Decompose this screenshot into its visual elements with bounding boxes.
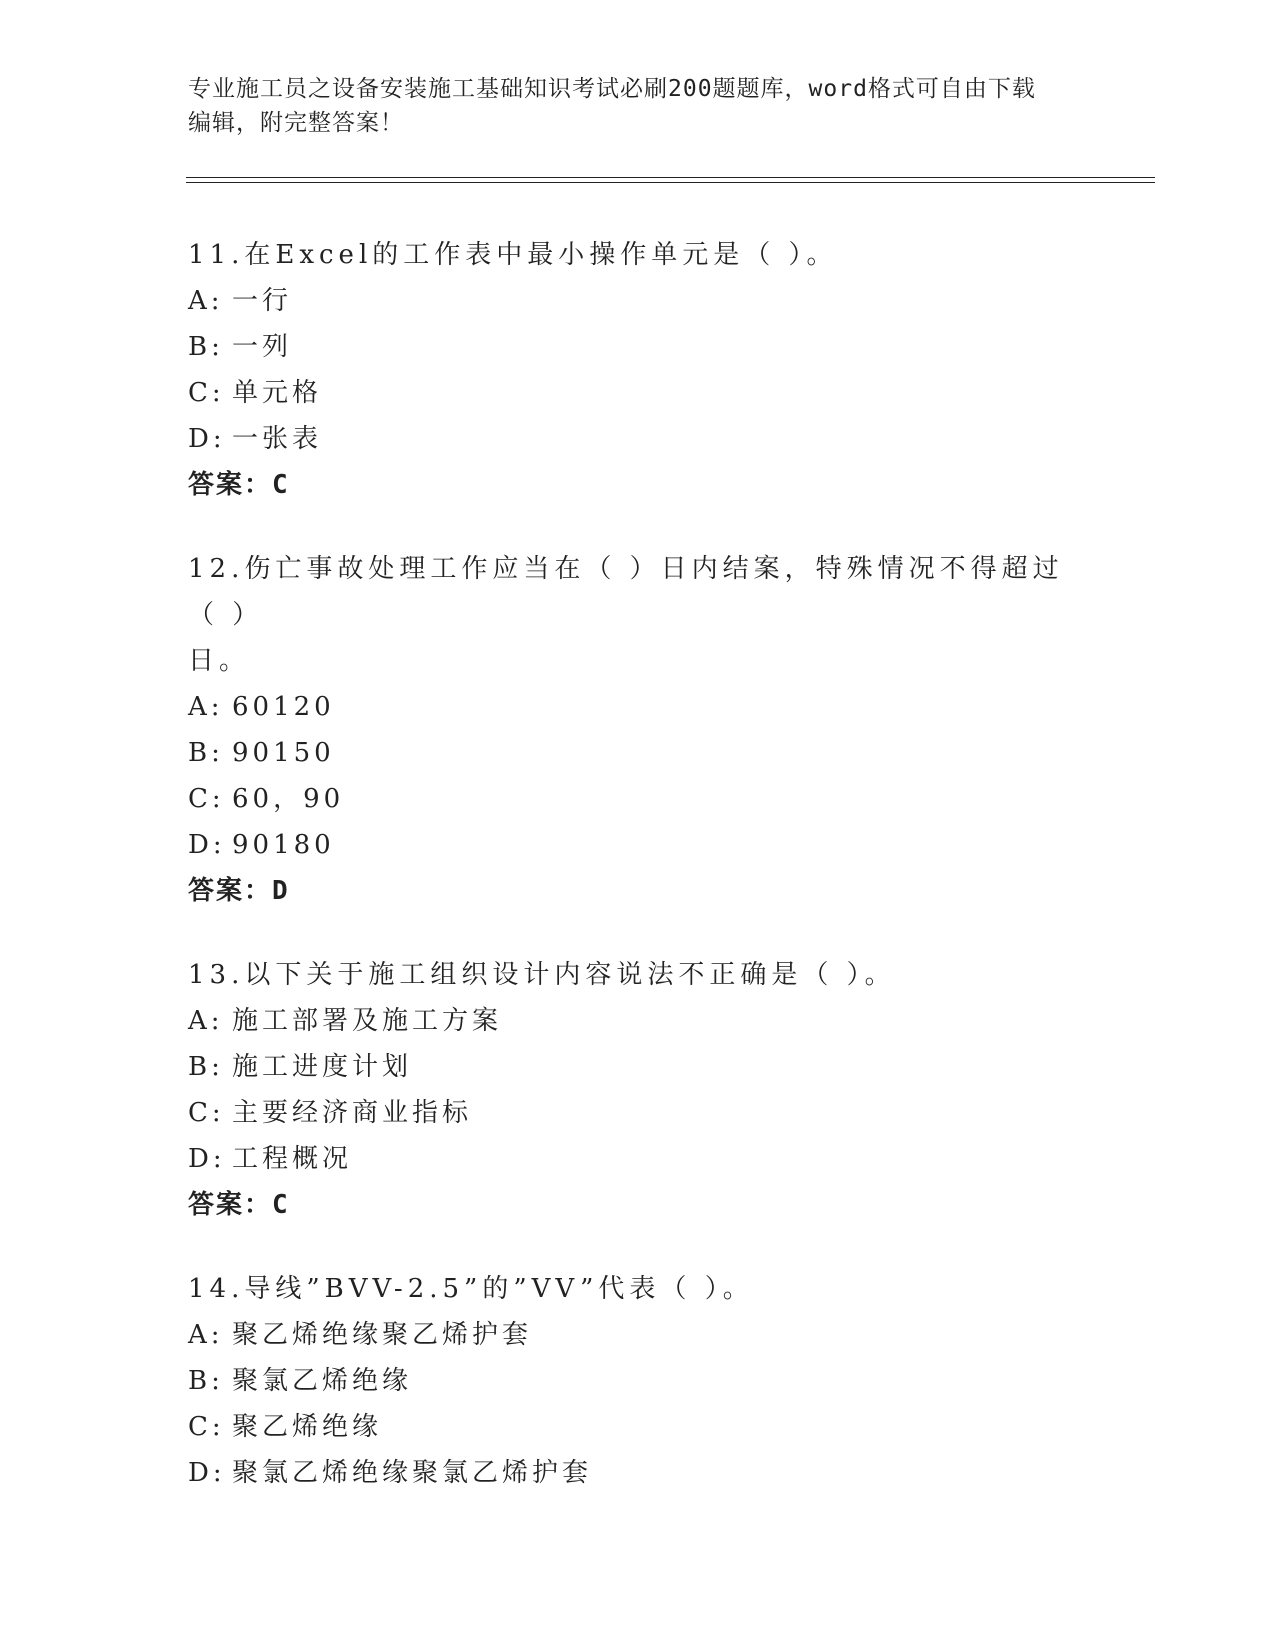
header-line-1: 专业施工员之设备安装施工基础知识考试必刷200题题库，word格式可自由下载 (188, 76, 1036, 102)
option-text: 60，90 (232, 784, 345, 814)
question-block (188, 952, 1078, 1228)
answer-option (188, 1404, 1078, 1450)
question-stem: 11.在Excel的工作表中最小操作单元是（ ）。 (188, 240, 838, 270)
question-stem: 日。 (188, 646, 251, 676)
answer-option (188, 998, 1078, 1044)
answer-key: 答案：C (188, 1190, 290, 1220)
option-letter: D: (188, 830, 226, 860)
option-text: 聚氯乙烯绝缘聚氯乙烯护套 (232, 1458, 593, 1488)
option-text: 聚氯乙烯绝缘 (232, 1366, 413, 1396)
answer-option (188, 776, 1078, 822)
option-letter: D: (188, 424, 226, 454)
answer-option (188, 416, 1078, 462)
option-text: 聚乙烯绝缘聚乙烯护套 (232, 1320, 533, 1350)
option-text: 施工部署及施工方案 (232, 1006, 503, 1036)
answer-option (188, 684, 1078, 730)
option-letter: B: (188, 1366, 224, 1396)
question-list (188, 232, 1078, 1534)
answer-option (188, 1136, 1078, 1182)
option-text: 60120 (232, 692, 335, 722)
option-text: 工程概况 (232, 1144, 353, 1174)
option-letter: B: (188, 738, 224, 768)
answer-option (188, 1312, 1078, 1358)
header-rule-bottom (186, 182, 1155, 183)
option-text: 施工进度计划 (232, 1052, 413, 1082)
option-text: 90150 (232, 738, 335, 768)
option-letter: C: (188, 378, 225, 408)
question-stem: 13.以下关于施工组织设计内容说法不正确是（ ）。 (188, 960, 896, 990)
header-line-2: 编辑，附完整答案！ (188, 110, 404, 136)
answer-key: 答案：D (188, 876, 290, 906)
document-header (188, 72, 1078, 140)
header-rule-top (186, 177, 1155, 178)
question-block (188, 546, 1078, 914)
option-text: 单元格 (232, 378, 323, 408)
option-letter: A: (188, 1006, 224, 1036)
option-letter: D: (188, 1458, 226, 1488)
option-text: 一行 (232, 286, 293, 316)
option-text: 一张表 (232, 424, 323, 454)
option-text: 90180 (232, 830, 335, 860)
option-text: 聚乙烯绝缘 (232, 1412, 383, 1442)
answer-option (188, 1090, 1078, 1136)
option-letter: B: (188, 332, 224, 362)
option-letter: A: (188, 692, 224, 722)
answer-key: 答案：C (188, 470, 290, 500)
answer-option (188, 1044, 1078, 1090)
option-text: 一列 (232, 332, 293, 362)
answer-option (188, 324, 1078, 370)
answer-option (188, 278, 1078, 324)
question-stem: 14.导线”BVV-2.5”的”VV”代表（ ）。 (188, 1274, 754, 1304)
option-letter: C: (188, 1098, 225, 1128)
option-letter: D: (188, 1144, 226, 1174)
option-letter: A: (188, 1320, 224, 1350)
question-stem: 12.伤亡事故处理工作应当在（ ）日内结案，特殊情况不得超过（ ） (188, 554, 1064, 630)
option-letter: C: (188, 1412, 225, 1442)
question-block (188, 232, 1078, 508)
option-letter: B: (188, 1052, 224, 1082)
answer-option (188, 822, 1078, 868)
option-letter: A: (188, 286, 224, 316)
answer-option (188, 370, 1078, 416)
answer-option (188, 730, 1078, 776)
option-letter: C: (188, 784, 225, 814)
question-block (188, 1266, 1078, 1496)
option-text: 主要经济商业指标 (232, 1098, 473, 1128)
answer-option (188, 1450, 1078, 1496)
answer-option (188, 1358, 1078, 1404)
